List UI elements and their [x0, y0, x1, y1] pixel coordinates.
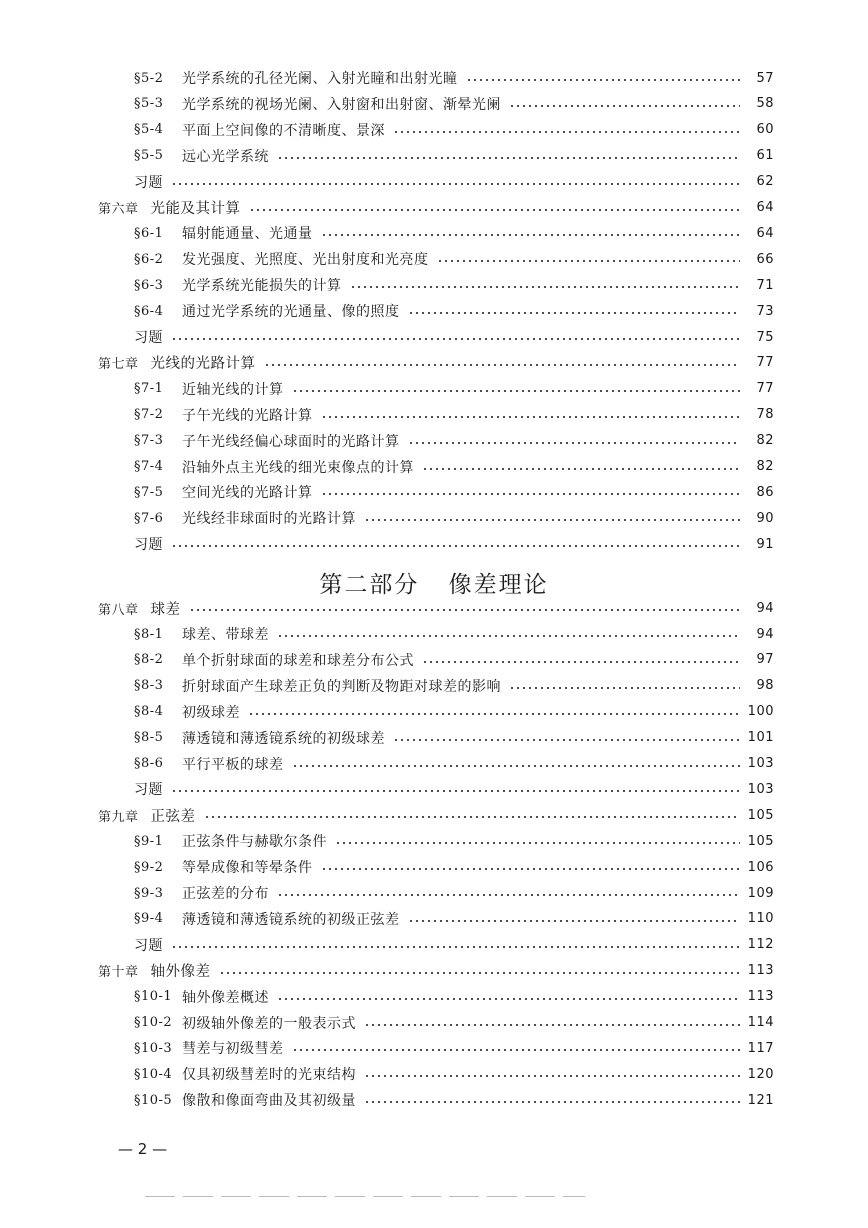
entry-title: 习题	[134, 174, 163, 191]
dot-leader	[393, 131, 740, 133]
toc-section-row	[134, 144, 774, 168]
dot-leader	[408, 442, 741, 444]
entry-title: 等晕成像和等晕条件	[182, 860, 313, 877]
page-number: 66	[756, 251, 774, 267]
entry-title: 正弦条件与赫歇尔条件	[182, 834, 327, 851]
page-number: 106	[747, 859, 774, 875]
section-number: §7-1	[134, 381, 164, 397]
dot-leader	[321, 868, 741, 870]
toc-section-row	[134, 403, 774, 427]
scan-artifact	[145, 1196, 585, 1197]
entry-title: 光学系统的视场光阑、入射窗和出射窗、渐晕光阑	[182, 96, 501, 113]
entry-title: 平行平板的球差	[182, 756, 284, 773]
toc-section-row	[134, 622, 774, 646]
entry-title: 发光强度、光照度、光出射度和光亮度	[182, 252, 429, 269]
page-number: 113	[747, 989, 774, 1005]
toc-section-row	[134, 726, 774, 750]
toc-section-row	[134, 829, 774, 853]
page-number: 82	[756, 433, 774, 449]
section-number: §5-5	[134, 148, 164, 164]
section-number: §10-4	[134, 1066, 173, 1082]
entry-title: 彗差与初级彗差	[182, 1041, 284, 1058]
page-number: 60	[756, 122, 774, 138]
dot-leader	[335, 842, 740, 844]
part-number: 第二部分	[319, 572, 420, 598]
dot-leader	[189, 609, 740, 611]
page-number: 113	[747, 963, 774, 979]
page-number: 114	[747, 1015, 774, 1030]
dot-leader	[509, 105, 740, 107]
toc-section-row	[134, 1036, 774, 1060]
toc-chapter-row	[98, 596, 774, 620]
toc-section-row	[134, 907, 774, 931]
section-number: §8-1	[134, 626, 164, 642]
dot-leader	[422, 661, 740, 663]
page-number: 78	[756, 407, 774, 423]
section-number: §5-3	[134, 96, 164, 112]
dot-leader	[437, 260, 741, 262]
page-number: 98	[756, 678, 774, 694]
page-number: 75	[756, 329, 774, 345]
entry-title: 沿轴外点主光线的细光束像点的计算	[182, 459, 414, 476]
toc-section-row	[134, 1062, 774, 1086]
dot-leader	[292, 765, 741, 767]
toc-section-row	[134, 247, 774, 271]
dot-leader	[350, 286, 741, 288]
entry-title: 光线经非球面时的光路计算	[182, 511, 356, 528]
entry-title: 子午光线的光路计算	[182, 407, 313, 424]
dot-leader	[408, 920, 741, 922]
toc-section-row	[134, 700, 774, 724]
dot-leader	[264, 364, 740, 366]
dot-leader	[171, 790, 740, 792]
dot-leader	[364, 519, 740, 521]
dot-leader	[509, 687, 740, 689]
entry-title: 像散和像面弯曲及其初级量	[182, 1093, 356, 1110]
page-number: 77	[756, 381, 774, 397]
entry-title: 初级轴外像差的一般表示式	[182, 1015, 356, 1032]
chapter-number: 第八章	[98, 602, 139, 618]
dot-leader	[393, 739, 740, 741]
section-number: §10-2	[134, 1015, 173, 1030]
toc-section-row	[134, 674, 774, 698]
toc-section-row	[134, 1011, 774, 1035]
page-number: 82	[756, 459, 774, 474]
page-number: 101	[747, 730, 774, 746]
toc-chapter-row	[98, 196, 774, 220]
page-number: 90	[756, 510, 774, 526]
entry-title: 子午光线经偏心球面时的光路计算	[182, 433, 400, 450]
toc-section-row	[134, 92, 774, 116]
section-number: §8-3	[134, 678, 164, 694]
toc-chapter-row	[98, 351, 774, 375]
dot-leader	[248, 713, 740, 715]
entry-title: 正弦差的分布	[182, 886, 269, 902]
dot-leader	[219, 972, 740, 974]
page-footer-number: — 2 —	[118, 1140, 168, 1158]
dot-leader	[321, 493, 741, 495]
page-number: 105	[747, 807, 774, 823]
toc-section-row	[134, 881, 774, 905]
section-number: §7-6	[134, 510, 164, 526]
entry-title: 辐射能通量、光通量	[182, 226, 313, 243]
entry-title: 光学系统光能损失的计算	[182, 278, 342, 295]
section-number: §8-6	[134, 756, 164, 771]
page-number: 62	[756, 174, 774, 190]
dot-leader	[249, 209, 740, 211]
section-number: §5-2	[134, 70, 164, 86]
entry-title: 轴外像差	[150, 964, 211, 981]
entry-title: 通过光学系统的光通量、像的照度	[182, 304, 400, 321]
section-number: §8-2	[134, 652, 164, 668]
toc-exercise-row	[134, 325, 774, 349]
dot-leader	[277, 894, 740, 896]
page-number: 121	[747, 1092, 774, 1108]
toc-section-row	[134, 118, 774, 142]
section-number: §9-1	[134, 833, 164, 849]
part-title: 像差理论	[448, 572, 549, 598]
entry-title: 光学系统的孔径光阑、入射光瞳和出射光瞳	[182, 71, 458, 87]
dot-leader	[364, 1101, 740, 1103]
section-number: §8-5	[134, 730, 164, 746]
page-number: 120	[747, 1066, 774, 1082]
section-number: §10-3	[134, 1040, 173, 1056]
section-number: §6-2	[134, 251, 164, 267]
page-number: 100	[747, 704, 774, 720]
page-number: 58	[756, 96, 774, 112]
section-number: §8-4	[134, 704, 164, 720]
toc-section-row	[134, 377, 774, 401]
page-number: 71	[756, 277, 774, 293]
section-number: §6-1	[134, 225, 164, 241]
page-number: 112	[747, 937, 774, 953]
page-number: 91	[756, 536, 774, 552]
page-number: 110	[747, 911, 774, 927]
toc-exercise-row	[134, 933, 774, 957]
entry-title: 远心光学系统	[182, 148, 269, 165]
entry-title: 习题	[134, 937, 163, 954]
dot-leader	[364, 1024, 740, 1026]
section-number: §10-1	[134, 989, 173, 1005]
page-number: 77	[756, 355, 774, 371]
dot-leader	[277, 635, 740, 637]
entry-title: 习题	[134, 330, 163, 346]
page-number: 94	[756, 626, 774, 642]
page-number: 97	[756, 652, 774, 668]
dot-leader	[321, 234, 741, 236]
dot-leader	[277, 998, 740, 1000]
page-number: 105	[747, 833, 774, 849]
entry-title: 空间光线的光路计算	[182, 485, 313, 502]
entry-title: 习题	[134, 537, 163, 554]
toc-chapter-row	[98, 803, 774, 827]
entry-title: 近轴光线的计算	[182, 381, 284, 398]
entry-title: 薄透镜和薄透镜系统的初级正弦差	[182, 911, 400, 928]
chapter-number: 第九章	[98, 809, 139, 825]
entry-title: 轴外像差概述	[182, 989, 269, 1006]
toc-chapter-row	[98, 959, 774, 983]
section-number: §7-2	[134, 407, 164, 423]
entry-title: 正弦差	[150, 808, 196, 825]
page-number: 61	[756, 148, 774, 164]
page-number: 103	[747, 756, 774, 771]
entry-title: 折射球面产生球差正负的判断及物距对球差的影响	[182, 678, 501, 695]
page-number: 109	[747, 885, 774, 901]
dot-leader	[292, 1049, 741, 1051]
entry-title: 球差、带球差	[182, 627, 269, 643]
chapter-number: 第十章	[98, 965, 139, 981]
entry-title: 单个折射球面的球差和球差分布公式	[182, 652, 414, 669]
dot-leader	[277, 157, 740, 159]
page-number: 64	[756, 225, 774, 241]
page-number: 57	[756, 70, 774, 86]
toc-section-row	[134, 455, 774, 479]
toc-section-row	[134, 855, 774, 879]
dot-leader	[466, 79, 741, 81]
page-number: 94	[756, 600, 774, 616]
toc-section-row	[134, 66, 774, 90]
section-number: §7-5	[134, 484, 164, 500]
dot-leader	[171, 338, 740, 340]
entry-title: 光能及其计算	[150, 201, 241, 217]
dot-leader	[422, 468, 740, 470]
entry-title: 光线的光路计算	[150, 356, 256, 373]
section-number: §9-4	[134, 911, 164, 927]
dot-leader	[171, 946, 740, 948]
section-number: §6-3	[134, 277, 164, 293]
toc-section-row	[134, 985, 774, 1009]
part-heading	[0, 566, 868, 599]
toc-section-row	[134, 299, 774, 323]
page-number: 73	[756, 303, 774, 319]
dot-leader	[321, 416, 741, 418]
page-number: 64	[756, 200, 774, 215]
toc-section-row	[134, 273, 774, 297]
page-number: 103	[747, 781, 774, 797]
dot-leader	[408, 312, 741, 314]
section-number: §9-2	[134, 859, 164, 875]
toc-section-row	[134, 480, 774, 504]
section-number: §7-3	[134, 433, 164, 449]
entry-title: 习题	[134, 782, 163, 799]
section-number: §5-4	[134, 122, 164, 138]
toc-exercise-row	[134, 170, 774, 194]
toc-section-row	[134, 221, 774, 245]
toc-section-row	[134, 429, 774, 453]
chapter-number: 第七章	[98, 357, 139, 373]
toc-section-row	[134, 1088, 774, 1112]
section-number: §7-4	[134, 459, 164, 474]
dot-leader	[364, 1075, 740, 1077]
page-number: 117	[747, 1040, 774, 1056]
section-number: §9-3	[134, 885, 164, 901]
toc-section-row	[134, 752, 774, 776]
entry-title: 仅具初级彗差时的光束结构	[182, 1067, 356, 1084]
dot-leader	[171, 545, 740, 547]
dot-leader	[204, 816, 740, 818]
section-number: §10-5	[134, 1092, 173, 1108]
toc-exercise-row	[134, 532, 774, 556]
toc-section-row	[134, 648, 774, 672]
section-number: §6-4	[134, 303, 164, 319]
toc-section-row	[134, 506, 774, 530]
entry-title: 初级球差	[182, 704, 240, 721]
entry-title: 薄透镜和薄透镜系统的初级球差	[182, 730, 385, 747]
dot-leader	[171, 183, 740, 185]
entry-title: 平面上空间像的不清晰度、景深	[182, 122, 385, 139]
entry-title: 球差	[150, 601, 181, 618]
dot-leader	[292, 390, 741, 392]
page-number: 86	[756, 484, 774, 500]
toc-exercise-row	[134, 777, 774, 801]
chapter-number: 第六章	[98, 202, 139, 217]
